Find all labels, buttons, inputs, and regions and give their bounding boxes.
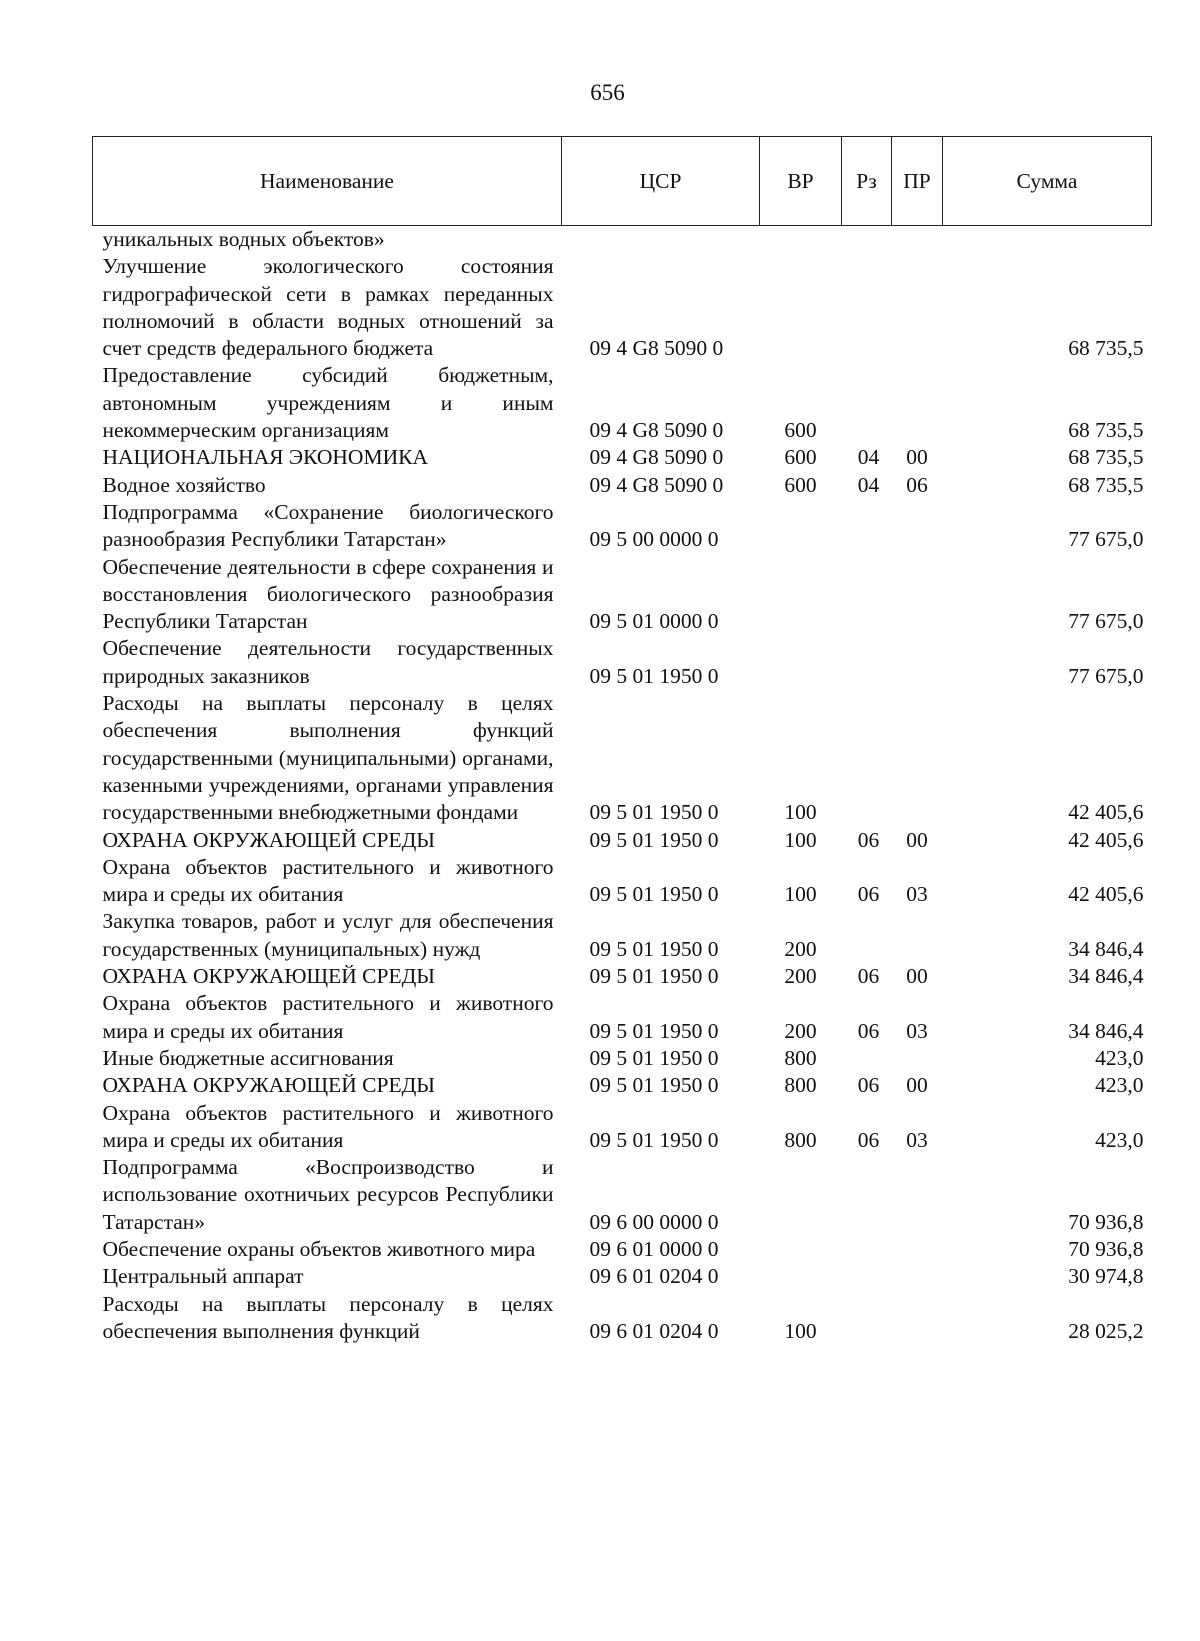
cell-name: Предоставление субсидий бюджетным, автономным учреждениям и иным некоммерческим организациям — [102, 363, 554, 443]
cell-csr: 09 4 G8 5090 0 — [589, 472, 724, 497]
budget-table — [92, 136, 1152, 1345]
cell-vr — [760, 226, 842, 254]
cell-csr: 09 4 G8 5090 0 — [589, 418, 724, 443]
cell-pr — [892, 690, 943, 826]
cell-pr — [892, 635, 943, 690]
cell-vr: 200 — [784, 964, 817, 989]
cell-csr: 09 5 01 1950 0 — [589, 964, 719, 989]
cell-csr: 09 6 01 0000 0 — [589, 1236, 719, 1261]
cell-rz: 06 — [857, 1073, 880, 1098]
cell-vr: 100 — [784, 827, 817, 852]
cell-name: Охрана объектов растительного и животного мира и среды их обитания — [102, 991, 554, 1043]
cell-vr — [760, 1236, 842, 1263]
cell-pr: 00 — [906, 1073, 928, 1098]
cell-name: Охрана объектов растительного и животного мира и среды их обитания — [102, 1100, 554, 1152]
cell-vr: 800 — [784, 1127, 817, 1152]
cell-csr: 09 5 00 0000 0 — [589, 527, 719, 552]
cell-vr: 100 — [784, 1318, 817, 1343]
table-row — [93, 444, 1152, 471]
cell-rz: 04 — [857, 472, 880, 497]
cell-pr — [892, 554, 943, 636]
cell-csr: 09 5 01 1950 0 — [589, 663, 719, 688]
table-row — [93, 1291, 1152, 1346]
cell-name: уникальных водных объектов» — [102, 227, 385, 251]
cell-name: Обеспечение охраны объектов животного мира — [102, 1236, 536, 1261]
header-csr: ЦСР — [562, 137, 760, 226]
cell-vr: 600 — [784, 445, 817, 470]
cell-rz: 06 — [857, 964, 880, 989]
cell-vr: 800 — [784, 1073, 817, 1098]
cell-rz — [842, 362, 892, 444]
cell-pr: 03 — [906, 882, 928, 907]
table-row — [93, 554, 1152, 636]
cell-vr: 600 — [784, 472, 817, 497]
cell-name: ОХРАНА ОКРУЖАЮЩЕЙ СРЕДЫ — [102, 964, 436, 989]
cell-sum: 423,0 — [1095, 1073, 1144, 1098]
cell-csr: 09 5 01 1950 0 — [589, 1045, 719, 1070]
cell-sum: 423,0 — [1095, 1127, 1144, 1152]
header-pr: ПР — [892, 137, 943, 226]
cell-csr: 09 5 01 1950 0 — [589, 936, 719, 961]
cell-csr — [562, 226, 760, 254]
cell-rz — [842, 1291, 892, 1346]
cell-rz — [842, 1045, 892, 1072]
table-row — [93, 1263, 1152, 1290]
cell-name: Подпрограмма «Воспроизводство и использование охотничьих ресурсов Республики Татарстан» — [102, 1155, 554, 1234]
cell-vr — [760, 554, 842, 636]
table-row — [93, 499, 1152, 554]
cell-name: Обеспечение деятельности государственных природных заказников — [102, 636, 554, 688]
cell-name: Расходы на выплаты персоналу в целях обеспечения выполнения функций — [102, 1291, 554, 1343]
cell-rz: 04 — [857, 445, 880, 470]
cell-csr: 09 4 G8 5090 0 — [589, 336, 724, 361]
cell-rz: 06 — [857, 1018, 880, 1043]
cell-sum: 77 675,0 — [1068, 609, 1144, 634]
cell-csr: 09 5 01 1950 0 — [589, 827, 719, 852]
table-row — [93, 908, 1152, 963]
table-row — [93, 1100, 1152, 1155]
cell-rz — [842, 908, 892, 963]
cell-pr — [892, 1045, 943, 1072]
cell-csr: 09 5 01 0000 0 — [589, 609, 719, 634]
cell-sum: 68 735,5 — [1068, 472, 1144, 497]
cell-sum — [943, 226, 1152, 254]
cell-sum: 34 846,4 — [1068, 936, 1144, 961]
cell-rz — [842, 690, 892, 826]
cell-vr — [760, 499, 842, 554]
cell-sum: 77 675,0 — [1068, 663, 1144, 688]
cell-sum: 68 735,5 — [1068, 445, 1144, 470]
cell-sum: 34 846,4 — [1068, 1018, 1144, 1043]
cell-pr — [892, 362, 943, 444]
cell-rz — [842, 1154, 892, 1236]
cell-rz — [842, 1236, 892, 1263]
table-row — [93, 1072, 1152, 1099]
cell-name: ОХРАНА ОКРУЖАЮЩЕЙ СРЕДЫ — [102, 1073, 436, 1098]
cell-name: Улучшение экологического состояния гидрографической сети в рамках переданных полномочий в области водных отношений за счет средств федерального бюджета — [102, 254, 554, 361]
header-rz: Рз — [842, 137, 892, 226]
cell-pr: 00 — [906, 964, 928, 989]
table-row — [93, 1154, 1152, 1236]
cell-rz: 06 — [857, 1127, 880, 1152]
cell-rz — [842, 635, 892, 690]
table-row — [93, 362, 1152, 444]
cell-pr — [892, 908, 943, 963]
cell-pr: 06 — [906, 472, 928, 497]
page-number: 656 — [590, 80, 625, 105]
cell-sum: 68 735,5 — [1068, 418, 1144, 443]
cell-name: НАЦИОНАЛЬНАЯ ЭКОНОМИКА — [102, 445, 428, 470]
cell-rz — [842, 554, 892, 636]
table-row — [93, 635, 1152, 690]
cell-sum: 30 974,8 — [1068, 1264, 1144, 1289]
cell-csr: 09 4 G8 5090 0 — [589, 445, 724, 470]
cell-csr: 09 6 01 0204 0 — [589, 1264, 719, 1289]
table-row — [93, 1236, 1152, 1263]
cell-sum: 70 936,8 — [1068, 1236, 1144, 1261]
cell-name: Водное хозяйство — [102, 472, 266, 497]
cell-pr — [892, 1154, 943, 1236]
cell-sum: 28 025,2 — [1068, 1318, 1144, 1343]
cell-vr — [760, 635, 842, 690]
cell-vr: 100 — [784, 800, 817, 825]
table-row — [93, 472, 1152, 499]
cell-csr: 09 5 01 1950 0 — [589, 800, 719, 825]
header-sum: Сумма — [943, 137, 1152, 226]
cell-csr: 09 5 01 1950 0 — [589, 1073, 719, 1098]
cell-csr: 09 6 01 0204 0 — [589, 1318, 719, 1343]
cell-rz — [842, 253, 892, 362]
cell-sum: 42 405,6 — [1068, 882, 1144, 907]
cell-csr: 09 5 01 1950 0 — [589, 1127, 719, 1152]
cell-vr — [760, 1154, 842, 1236]
cell-name: Охрана объектов растительного и животного мира и среды их обитания — [102, 854, 554, 907]
cell-name: Иные бюджетные ассигнования — [102, 1045, 394, 1070]
table-row — [93, 226, 1152, 254]
cell-name: Расходы на выплаты персоналу в целях обеспечения выполнения функций государственными (муниципальными) органами, казенными учреждениями, органами управления государственными внебюджетными фондами — [102, 691, 554, 825]
cell-csr: 09 5 01 1950 0 — [589, 1018, 719, 1043]
cell-sum: 68 735,5 — [1068, 336, 1144, 361]
cell-rz — [842, 1263, 892, 1290]
cell-name: Подпрограмма «Сохранение биологического разнообразия Республики Татарстан» — [102, 499, 554, 552]
cell-rz — [842, 226, 892, 254]
cell-sum: 34 846,4 — [1068, 964, 1144, 989]
cell-vr: 100 — [784, 882, 817, 907]
cell-pr — [892, 1291, 943, 1346]
cell-vr — [760, 1263, 842, 1290]
cell-vr: 200 — [784, 1018, 817, 1043]
cell-vr: 600 — [784, 418, 817, 443]
cell-name: Обеспечение деятельности в сфере сохранения и восстановления биологического разнообразия Республики Татарстан — [102, 554, 554, 634]
cell-sum: 42 405,6 — [1068, 800, 1144, 825]
cell-pr — [892, 1263, 943, 1290]
cell-sum: 42 405,6 — [1068, 827, 1144, 852]
cell-pr: 00 — [906, 445, 928, 470]
cell-vr: 200 — [784, 936, 817, 961]
cell-pr — [892, 499, 943, 554]
table-header — [93, 137, 1152, 226]
cell-pr — [892, 226, 943, 254]
cell-rz: 06 — [857, 827, 880, 852]
cell-pr: 03 — [906, 1018, 928, 1043]
cell-rz: 06 — [857, 882, 880, 907]
cell-sum: 70 936,8 — [1068, 1209, 1144, 1234]
table-row — [93, 253, 1152, 362]
cell-pr: 00 — [906, 827, 928, 852]
cell-name: Центральный аппарат — [102, 1264, 304, 1289]
cell-pr: 03 — [906, 1127, 928, 1152]
cell-name: Закупка товаров, работ и услуг для обеспечения государственных (муниципальных) нужд — [102, 909, 554, 961]
table-body — [93, 226, 1152, 1346]
table-row — [93, 854, 1152, 909]
table-row — [93, 1045, 1152, 1072]
table-row — [93, 690, 1152, 826]
cell-sum: 77 675,0 — [1068, 527, 1144, 552]
table-row — [93, 963, 1152, 990]
cell-pr — [892, 253, 943, 362]
cell-vr: 800 — [784, 1045, 817, 1070]
cell-csr: 09 6 00 0000 0 — [589, 1209, 719, 1234]
cell-name: ОХРАНА ОКРУЖАЮЩЕЙ СРЕДЫ — [102, 827, 436, 852]
header-vr: ВР — [760, 137, 842, 226]
cell-csr: 09 5 01 1950 0 — [589, 882, 719, 907]
cell-pr — [892, 1236, 943, 1263]
header-name: Наименование — [93, 137, 562, 226]
cell-sum: 423,0 — [1095, 1045, 1144, 1070]
cell-rz — [842, 499, 892, 554]
table-row — [93, 827, 1152, 854]
table-row — [93, 990, 1152, 1045]
cell-vr — [760, 253, 842, 362]
